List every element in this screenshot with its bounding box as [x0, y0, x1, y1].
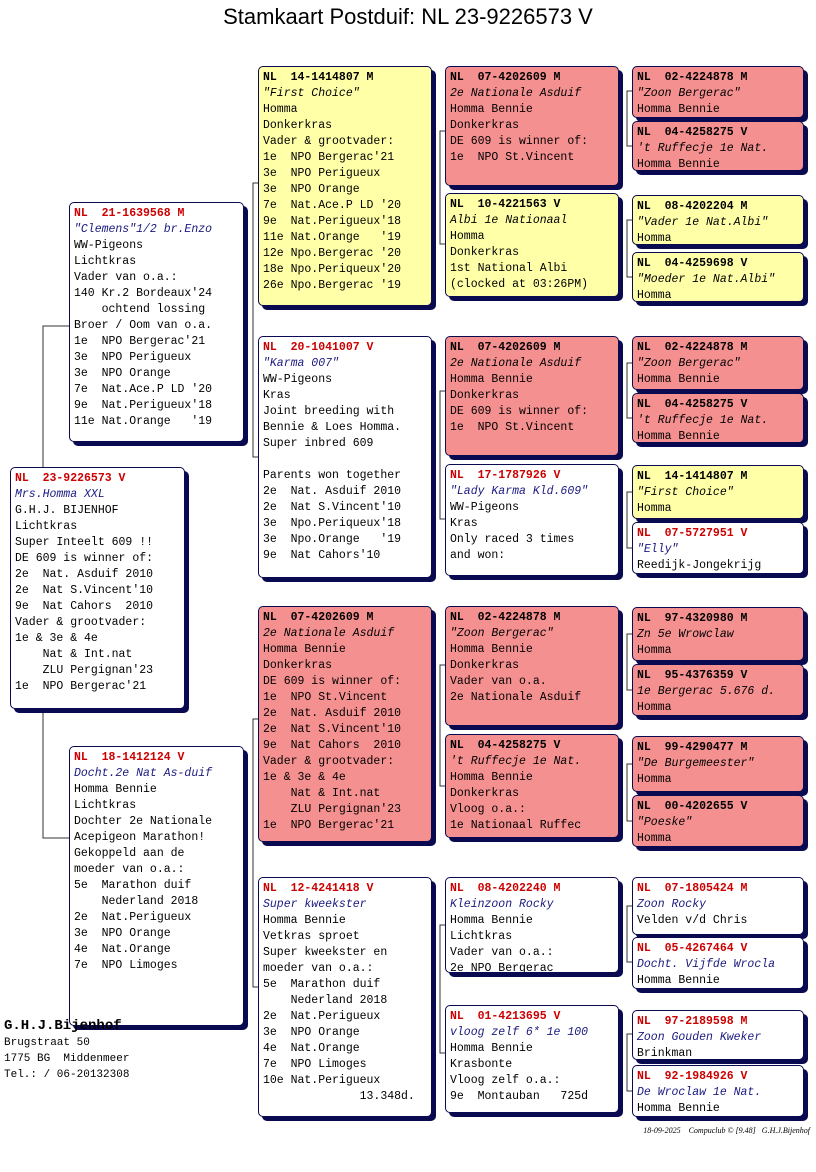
ring-number: NL 07-5727951 V: [637, 527, 748, 540]
info-line: Vader & grootvader:: [15, 616, 147, 629]
info-line: moeder van o.a.:: [263, 962, 374, 975]
owner-address-city: 1775 BG Middenmeer: [4, 1053, 130, 1065]
info-line: 2e NPO Bergerac: [450, 962, 554, 973]
info-line: Vloog o.a.:: [450, 803, 526, 816]
info-line: 10e Nat.Perigueux: [263, 1074, 381, 1087]
info-line: Super kweekster en: [263, 946, 388, 959]
info-line: Homma: [637, 644, 672, 657]
ring-number: NL 97-2189598 M: [637, 1015, 748, 1028]
pedigree-card-sds: [445, 336, 619, 456]
info-line: Acepigeon Marathon!: [74, 831, 206, 844]
pigeon-name: Kleinzoon Rocky: [450, 898, 554, 911]
info-line: 7e NPO Limoges: [263, 1058, 367, 1071]
info-line: 3e NPO Orange: [263, 1026, 360, 1039]
ring-number: NL 07-4202609 M: [450, 71, 561, 84]
ring-number: NL 14-1414807 M: [637, 470, 748, 483]
info-line: 3e NPO Perigueux: [74, 351, 192, 364]
info-line: 3e NPO Orange: [74, 367, 171, 380]
pedigree-card-g11: [632, 736, 804, 792]
pedigree-card-g10: [632, 664, 804, 716]
ring-number: NL 07-4202609 M: [263, 611, 374, 624]
info-line: Homma Bennie: [450, 373, 533, 386]
pedigree-card-sire: [69, 202, 244, 442]
info-line: WW-Pigeons: [263, 373, 333, 386]
info-line: Nederland 2018: [74, 895, 199, 908]
pigeon-name: 2e Nationale Asduif: [450, 357, 582, 370]
pigeon-name: "First Choice": [263, 87, 360, 100]
info-line: Vloog zelf o.a.:: [450, 1074, 561, 1087]
pedigree-card-dam: [69, 746, 244, 1026]
info-line: Donkerkras: [263, 119, 333, 132]
ring-number: NL 04-4258275 V: [637, 398, 748, 411]
pedigree-card-ssd: [445, 193, 619, 297]
ring-number: NL 08-4202240 M: [450, 882, 561, 895]
ring-number: NL 04-4258275 V: [450, 739, 561, 752]
pigeon-name: vloog zelf 6* 1e 100: [450, 1026, 589, 1039]
info-line: 2e Nat S.Vincent'10: [15, 584, 154, 597]
info-line: Reedijk-Jongekrijg: [637, 559, 762, 572]
info-line: Lichtkras: [74, 799, 137, 812]
info-line: 3e NPO Perigueux: [263, 167, 381, 180]
info-line: 5e Marathon duif: [263, 978, 381, 991]
pedigree-card-ds: [258, 606, 432, 842]
info-line: Homma Bennie: [637, 430, 720, 443]
ring-number: NL 04-4259698 V: [637, 257, 748, 270]
ring-number: NL 01-4213695 V: [450, 1010, 561, 1023]
pigeon-name: "De Burgemeester": [637, 757, 755, 770]
ring-number: NL 17-1787926 V: [450, 469, 561, 482]
ring-number: NL 02-4224878 M: [450, 611, 561, 624]
info-line: Homma Bennie: [450, 643, 533, 656]
info-line: Vader van o.a.: [450, 675, 547, 688]
ring-number: NL 20-1041007 V: [263, 341, 374, 354]
pigeon-name: Albi 1e Nationaal: [450, 214, 568, 227]
info-line: DE 609 is winner of:: [450, 405, 589, 418]
info-line: 2e Nat. Asduif 2010: [263, 485, 402, 498]
info-line: 3e Npo.Orange '19: [263, 533, 402, 546]
info-line: 7e NPO Limoges: [74, 959, 178, 972]
info-line: Donkerkras: [450, 659, 520, 672]
info-line: 1e Nationaal Ruffec: [450, 819, 582, 832]
info-line: Lichtkras: [74, 255, 137, 268]
info-line: 9e Nat.Perigueux'18: [263, 215, 402, 228]
pedigree-card-subject: [10, 467, 185, 709]
pedigree-card-dsd: [445, 734, 619, 838]
info-line: 2e Nat.Perigueux: [74, 911, 192, 924]
pedigree-card-dd: [258, 877, 432, 1117]
info-line: Vader van o.a.:: [450, 946, 554, 959]
info-line: Lichtkras: [450, 930, 513, 943]
info-line: 1e & 3e & 4e: [15, 632, 98, 645]
pigeon-name: "Lady Karma Kld.609": [450, 485, 589, 498]
info-line: Homma Bennie: [74, 783, 157, 796]
info-line: 3e NPO Orange: [263, 183, 360, 196]
info-line: Bennie & Loes Homma.: [263, 421, 402, 434]
info-line: 2e Nationale Asduif: [450, 691, 582, 704]
pedigree-card-g4: [632, 252, 804, 302]
info-line: DE 609 is winner of:: [450, 135, 589, 148]
pigeon-name: Zoon Rocky: [637, 898, 707, 911]
info-line: 1e NPO St.Vincent: [263, 691, 388, 704]
info-line: Homma Bennie: [450, 914, 533, 927]
info-line: Kras: [263, 389, 291, 402]
pedigree-card-g13: [632, 877, 804, 935]
pigeon-name: Mrs.Homma XXL: [15, 488, 105, 501]
ring-number: NL 12-4241418 V: [263, 882, 374, 895]
info-line: 140 Kr.2 Bordeaux'24: [74, 287, 213, 300]
info-line: Homma: [637, 832, 672, 845]
info-line: Krasbonte: [450, 1058, 513, 1071]
info-line: 2e Nat.Perigueux: [263, 1010, 381, 1023]
info-line: (clocked at 03:26PM): [450, 278, 589, 291]
pigeon-name: "First Choice": [637, 486, 734, 499]
info-line: ZLU Pergignan'23: [15, 664, 154, 677]
info-line: Homma Bennie: [450, 1042, 533, 1055]
info-line: Vader & grootvader:: [263, 755, 395, 768]
pigeon-name: "Karma 007": [263, 357, 339, 370]
info-line: 4e Nat.Orange: [263, 1042, 360, 1055]
info-line: 9e Nat.Perigueux'18: [74, 399, 213, 412]
info-line: DE 609 is winner of:: [15, 552, 154, 565]
info-line: Homma Bennie: [263, 914, 346, 927]
info-line: Vader & grootvader:: [263, 135, 395, 148]
pedigree-card-g16: [632, 1065, 804, 1117]
info-line: 4e Nat.Orange: [74, 943, 171, 956]
pigeon-name: "Zoon Bergerac": [637, 87, 741, 100]
pedigree-card-sdd: [445, 464, 619, 576]
pedigree-card-g14: [632, 937, 804, 989]
info-line: Homma Bennie: [450, 771, 533, 784]
info-line: Vetkras sproet: [263, 930, 360, 943]
pigeon-name: 2e Nationale Asduif: [450, 87, 582, 100]
info-line: Velden v/d Chris: [637, 914, 748, 927]
pigeon-name: Docht.2e Nat As-duif: [74, 767, 213, 780]
info-line: 1st National Albi: [450, 262, 568, 275]
info-line: Homma Bennie: [637, 373, 720, 386]
pedigree-card-ddd: [445, 1005, 619, 1113]
owner-name: G.H.J.Bijenhof: [4, 1018, 122, 1034]
info-line: DE 609 is winner of:: [263, 675, 402, 688]
info-line: [263, 452, 427, 468]
info-line: Homma Bennie: [450, 103, 533, 116]
ring-number: NL 02-4224878 M: [637, 71, 748, 84]
pigeon-name: 2e Nationale Asduif: [263, 627, 395, 640]
info-line: Homma: [450, 230, 485, 243]
info-line: 1e NPO Bergerac'21: [15, 680, 147, 693]
info-line: 3e NPO Orange: [74, 927, 171, 940]
info-line: 18e Npo.Periqueux'20: [263, 263, 402, 276]
info-line: G.H.J. BIJENHOF: [15, 504, 119, 517]
info-line: Lichtkras: [15, 520, 78, 533]
info-line: Donkerkras: [450, 787, 520, 800]
pigeon-name: 1e Bergerac 5.676 d.: [637, 685, 776, 698]
info-line: Homma Bennie: [637, 1102, 720, 1115]
pigeon-name: 't Ruffecje 1e Nat.: [637, 414, 769, 427]
info-line: Nederland 2018: [263, 994, 388, 1007]
ring-number: NL 08-4202204 M: [637, 200, 748, 213]
info-line: Gekoppeld aan de: [74, 847, 185, 860]
page-title: Stamkaart Postduif: NL 23-9226573 V: [223, 4, 593, 29]
info-line: Homma: [637, 773, 672, 786]
pedigree-card-sd: [258, 336, 432, 578]
pigeon-name: "Zoon Bergerac": [637, 357, 741, 370]
info-line: Donkerkras: [450, 389, 520, 402]
info-line: 9e Nat Cahors'10: [263, 549, 381, 562]
pedigree-card-g5: [632, 336, 804, 390]
pigeon-name: Super kweekster: [263, 898, 367, 911]
ring-number: NL 18-1412124 V: [74, 751, 185, 764]
pigeon-name: 't Ruffecje 1e Nat.: [450, 755, 582, 768]
info-line: Broer / Oom van o.a.: [74, 319, 213, 332]
info-line: 2e Nat S.Vincent'10: [263, 501, 402, 514]
info-line: 9e Nat Cahors 2010: [263, 739, 402, 752]
ring-number: NL 21-1639568 M: [74, 207, 185, 220]
info-line: 5e Marathon duif: [74, 879, 192, 892]
ring-number: NL 07-4202609 M: [450, 341, 561, 354]
ring-number: NL 14-1414807 M: [263, 71, 374, 84]
info-line: Super inbred 609: [263, 437, 374, 450]
info-line: ochtend lossing: [74, 303, 206, 316]
info-line: Dochter 2e Nationale: [74, 815, 213, 828]
info-line: Donkerkras: [450, 246, 520, 259]
ring-number: NL 07-1805424 M: [637, 882, 748, 895]
info-line: Homma Bennie: [263, 643, 346, 656]
info-line: 1e NPO Bergerac'21: [74, 335, 206, 348]
pedigree-card-sss: [445, 66, 619, 186]
owner-phone: Tel.: / 06-20132308: [4, 1069, 130, 1081]
info-line: 2e Nat S.Vincent'10: [263, 723, 402, 736]
ring-number: NL 23-9226573 V: [15, 472, 126, 485]
pedigree-card-g2: [632, 121, 804, 171]
pedigree-card-g7: [632, 465, 804, 519]
info-line: Nat & Int.nat: [263, 787, 381, 800]
pigeon-name: "Zoon Bergerac": [450, 627, 554, 640]
pedigree-card-g9: [632, 607, 804, 661]
info-line: 2e Nat. Asduif 2010: [15, 568, 154, 581]
info-line: 1e NPO Bergerac'21: [263, 819, 395, 832]
info-line: Homma Bennie: [637, 158, 720, 171]
info-line: 26e Npo.Bergerac '19: [263, 279, 402, 292]
pigeon-name: "Clemens"1/2 br.Enzo: [74, 223, 213, 236]
info-line: 1e NPO Bergerac'21: [263, 151, 395, 164]
pedigree-card-dds: [445, 877, 619, 973]
pigeon-name: "Poeske": [637, 816, 693, 829]
info-line: Homma Bennie: [637, 974, 720, 987]
ring-number: NL 05-4267464 V: [637, 942, 748, 955]
info-line: 9e Nat Cahors 2010: [15, 600, 154, 613]
info-line: and won:: [450, 549, 506, 562]
ring-number: NL 99-4290477 M: [637, 741, 748, 754]
pigeon-name: "Elly": [637, 543, 679, 556]
pedigree-card-g12: [632, 795, 804, 847]
pedigree-card-g1: [632, 66, 804, 118]
pedigree-card-dss: [445, 606, 619, 726]
info-line: 11e Nat.Orange '19: [263, 231, 402, 244]
info-line: Homma: [637, 232, 672, 245]
info-line: Kras: [450, 517, 478, 530]
ring-number: NL 10-4221563 V: [450, 198, 561, 211]
info-line: 9e Montauban 725d: [450, 1090, 589, 1103]
ring-number: NL 92-1984926 V: [637, 1070, 748, 1083]
info-line: Homma: [637, 701, 672, 714]
pedigree-card-g15: [632, 1010, 804, 1060]
info-line: 13.348d.: [263, 1090, 415, 1103]
info-line: 11e Nat.Orange '19: [74, 415, 213, 428]
owner-block: [4, 1017, 129, 1083]
pigeon-name: De Wroclaw 1e Nat.: [637, 1086, 762, 1099]
info-line: 12e Npo.Bergerac '20: [263, 247, 402, 260]
info-line: Homma: [637, 502, 672, 515]
info-line: Brinkman: [637, 1047, 693, 1060]
pedigree-card-ss: [258, 66, 432, 306]
info-line: Donkerkras: [450, 119, 520, 132]
info-line: 3e Npo.Periqueux'18: [263, 517, 402, 530]
owner-address-street: Brugstraat 50: [4, 1037, 90, 1049]
info-line: WW-Pigeons: [450, 501, 520, 514]
pigeon-name: Docht. Vijfde Wrocla: [637, 958, 776, 971]
info-line: 1e NPO St.Vincent: [450, 421, 575, 434]
pigeon-name: 't Ruffecje 1e Nat.: [637, 142, 769, 155]
pigeon-name: Zn 5e Wrowclaw: [637, 628, 734, 641]
info-line: 7e Nat.Ace.P LD '20: [74, 383, 213, 396]
footer-credit: 18-09-2025 Compuclub © [9.48] G.H.J.Bijenhof: [643, 1126, 810, 1135]
info-line: 2e Nat. Asduif 2010: [263, 707, 402, 720]
ring-number: NL 04-4258275 V: [637, 126, 748, 139]
pigeon-name: "Vader 1e Nat.Albi": [637, 216, 769, 229]
info-line: 1e & 3e & 4e: [263, 771, 346, 784]
info-line: 7e Nat.Ace.P LD '20: [263, 199, 402, 212]
pedigree-card-g6: [632, 393, 804, 443]
info-line: ZLU Pergignan'23: [263, 803, 402, 816]
pigeon-name: "Moeder 1e Nat.Albi": [637, 273, 776, 286]
info-line: Vader van o.a.:: [74, 271, 178, 284]
info-line: moeder van o.a.:: [74, 863, 185, 876]
info-line: Homma Bennie: [637, 103, 720, 116]
info-line: Homma: [263, 103, 298, 116]
info-line: Only raced 3 times: [450, 533, 575, 546]
ring-number: NL 95-4376359 V: [637, 669, 748, 682]
info-line: Parents won together: [263, 469, 402, 482]
ring-number: NL 02-4224878 M: [637, 341, 748, 354]
pedigree-card-g8: [632, 522, 804, 574]
info-line: Super Inteelt 609 !!: [15, 536, 154, 549]
pigeon-name: Zoon Gouden Kweker: [637, 1031, 762, 1044]
info-line: Joint breeding with: [263, 405, 395, 418]
ring-number: NL 00-4202655 V: [637, 800, 748, 813]
ring-number: NL 97-4320980 M: [637, 612, 748, 625]
pedigree-card-g3: [632, 195, 804, 245]
info-line: WW-Pigeons: [74, 239, 144, 252]
info-line: Nat & Int.nat: [15, 648, 133, 661]
info-line: Donkerkras: [263, 659, 333, 672]
info-line: 1e NPO St.Vincent: [450, 151, 575, 164]
info-line: Homma: [637, 289, 672, 302]
